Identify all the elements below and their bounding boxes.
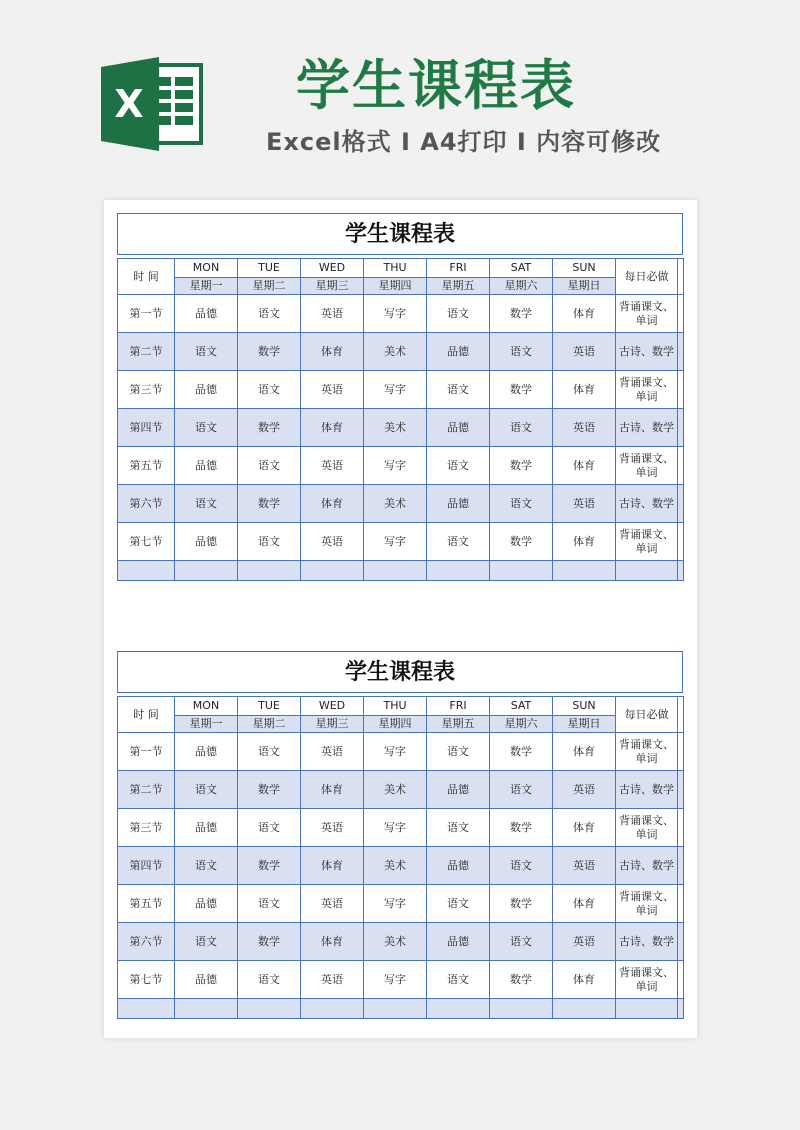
- class-cell[interactable]: 英语: [301, 885, 364, 923]
- class-cell[interactable]: 写字: [364, 371, 427, 409]
- empty-cell[interactable]: [616, 999, 678, 1019]
- class-cell[interactable]: 体育: [553, 809, 616, 847]
- class-cell[interactable]: 数学: [238, 847, 301, 885]
- class-cell[interactable]: 英语: [301, 295, 364, 333]
- class-cell[interactable]: 语文: [490, 485, 553, 523]
- header-day-cn[interactable]: 星期三: [301, 278, 364, 295]
- empty-cell[interactable]: [427, 561, 490, 581]
- empty-cell[interactable]: [175, 999, 238, 1019]
- table-row: [118, 847, 684, 885]
- banner-subtitle: Excel格式 I A4打印 I 内容可修改: [266, 128, 662, 156]
- table-row: [118, 771, 684, 809]
- class-cell[interactable]: 美术: [364, 923, 427, 961]
- class-cell[interactable]: 语文: [427, 371, 490, 409]
- class-cell[interactable]: 英语: [553, 409, 616, 447]
- header-day-en[interactable]: FRI: [427, 697, 490, 716]
- period-cell[interactable]: 第四节: [118, 847, 175, 885]
- class-cell[interactable]: 数学: [490, 523, 553, 561]
- class-cell[interactable]: 英语: [553, 333, 616, 371]
- class-cell[interactable]: 数学: [238, 409, 301, 447]
- class-cell[interactable]: 英语: [301, 733, 364, 771]
- class-cell[interactable]: 品德: [427, 847, 490, 885]
- class-cell[interactable]: 体育: [301, 771, 364, 809]
- class-cell[interactable]: 数学: [238, 333, 301, 371]
- class-cell[interactable]: 数学: [490, 447, 553, 485]
- class-cell[interactable]: 语文: [490, 847, 553, 885]
- header-day-cn[interactable]: 星期五: [427, 278, 490, 295]
- header-day-en[interactable]: SAT: [490, 697, 553, 716]
- class-cell[interactable]: 语文: [175, 409, 238, 447]
- class-cell[interactable]: 写字: [364, 733, 427, 771]
- header-day-cn[interactable]: 星期二: [238, 716, 301, 733]
- period-cell[interactable]: 第二节: [118, 771, 175, 809]
- header-day-cn[interactable]: 星期一: [175, 278, 238, 295]
- class-cell[interactable]: 英语: [301, 371, 364, 409]
- class-cell[interactable]: 写字: [364, 961, 427, 999]
- class-cell[interactable]: 语文: [490, 771, 553, 809]
- header-day-cn[interactable]: 星期四: [364, 278, 427, 295]
- empty-cell[interactable]: [364, 999, 427, 1019]
- table-row: [118, 809, 684, 847]
- empty-cell[interactable]: [678, 999, 684, 1019]
- schedule-table-1: [117, 213, 683, 581]
- daily-task-cell[interactable]: 背诵课文、单词: [616, 371, 678, 409]
- class-cell[interactable]: 品德: [175, 447, 238, 485]
- table-row: [118, 371, 684, 409]
- class-cell[interactable]: 体育: [553, 523, 616, 561]
- table-row: [118, 733, 684, 771]
- class-cell[interactable]: 体育: [553, 885, 616, 923]
- class-cell[interactable]: 语文: [427, 961, 490, 999]
- class-cell[interactable]: 语文: [238, 523, 301, 561]
- class-cell[interactable]: 语文: [238, 885, 301, 923]
- daily-task-cell[interactable]: 古诗、数学: [616, 409, 678, 447]
- daily-task-cell[interactable]: 古诗、数学: [616, 771, 678, 809]
- class-cell[interactable]: 语文: [238, 295, 301, 333]
- class-cell[interactable]: 体育: [301, 409, 364, 447]
- header-daily-cell[interactable]: 每日必做: [616, 697, 678, 733]
- class-cell[interactable]: 数学: [238, 771, 301, 809]
- daily-task-cell[interactable]: 背诵课文、单词: [616, 961, 678, 999]
- class-cell[interactable]: 语文: [175, 485, 238, 523]
- header-day-en[interactable]: THU: [364, 259, 427, 278]
- header-day-cn[interactable]: 星期一: [175, 716, 238, 733]
- header-day-en[interactable]: TUE: [238, 697, 301, 716]
- schedule-grid: [117, 258, 684, 581]
- empty-cell[interactable]: [553, 999, 616, 1019]
- header-day-en[interactable]: TUE: [238, 259, 301, 278]
- daily-task-cell[interactable]: 背诵课文、单词: [616, 809, 678, 847]
- header-day-en[interactable]: THU: [364, 697, 427, 716]
- class-cell[interactable]: 写字: [364, 885, 427, 923]
- class-cell[interactable]: 英语: [553, 485, 616, 523]
- schedule-title: 学生课程表: [117, 651, 683, 693]
- header-day-cn[interactable]: 星期二: [238, 278, 301, 295]
- header-day-en[interactable]: WED: [301, 697, 364, 716]
- period-cell[interactable]: 第二节: [118, 333, 175, 371]
- class-cell[interactable]: 数学: [490, 885, 553, 923]
- class-cell[interactable]: 英语: [301, 809, 364, 847]
- period-cell[interactable]: 第五节: [118, 447, 175, 485]
- class-cell[interactable]: 品德: [175, 733, 238, 771]
- class-cell[interactable]: 语文: [427, 733, 490, 771]
- empty-cell[interactable]: [553, 561, 616, 581]
- class-cell[interactable]: 写字: [364, 523, 427, 561]
- empty-cell[interactable]: [118, 561, 175, 581]
- class-cell[interactable]: 品德: [427, 409, 490, 447]
- class-cell[interactable]: 语文: [427, 809, 490, 847]
- excel-logo-icon: [101, 57, 203, 151]
- class-cell[interactable]: 语文: [238, 447, 301, 485]
- gap-cell: [678, 771, 684, 809]
- header-daily-cell[interactable]: 每日必做: [616, 259, 678, 295]
- header-day-en[interactable]: MON: [175, 259, 238, 278]
- period-cell[interactable]: 第一节: [118, 733, 175, 771]
- header-day-cn[interactable]: 星期五: [427, 716, 490, 733]
- period-cell[interactable]: 第六节: [118, 923, 175, 961]
- class-cell[interactable]: 数学: [490, 733, 553, 771]
- daily-task-cell[interactable]: 古诗、数学: [616, 485, 678, 523]
- class-cell[interactable]: 数学: [490, 295, 553, 333]
- daily-task-cell[interactable]: 古诗、数学: [616, 333, 678, 371]
- class-cell[interactable]: 语文: [175, 923, 238, 961]
- empty-cell[interactable]: [364, 561, 427, 581]
- empty-cell[interactable]: [238, 561, 301, 581]
- class-cell[interactable]: 品德: [175, 295, 238, 333]
- gap-cell: [678, 847, 684, 885]
- class-cell[interactable]: 语文: [238, 371, 301, 409]
- gap-cell: [678, 885, 684, 923]
- gap-cell: [678, 295, 684, 333]
- class-cell[interactable]: 语文: [427, 447, 490, 485]
- empty-cell[interactable]: [490, 999, 553, 1019]
- empty-cell[interactable]: [118, 999, 175, 1019]
- class-cell[interactable]: 数学: [490, 961, 553, 999]
- gap-cell: [678, 961, 684, 999]
- class-cell[interactable]: 英语: [553, 771, 616, 809]
- table-row: [118, 923, 684, 961]
- class-cell[interactable]: 品德: [427, 771, 490, 809]
- header-time-cell[interactable]: 时 间: [118, 697, 175, 733]
- class-cell[interactable]: 品德: [175, 809, 238, 847]
- gap-cell: [678, 409, 684, 447]
- class-cell[interactable]: 语文: [175, 847, 238, 885]
- empty-cell[interactable]: [238, 999, 301, 1019]
- class-cell[interactable]: 体育: [301, 333, 364, 371]
- banner-title: 学生课程表: [296, 54, 576, 117]
- header-day-en[interactable]: MON: [175, 697, 238, 716]
- gap-cell: [678, 809, 684, 847]
- class-cell[interactable]: 美术: [364, 771, 427, 809]
- class-cell[interactable]: 英语: [553, 923, 616, 961]
- class-cell[interactable]: 语文: [238, 809, 301, 847]
- class-cell[interactable]: 语文: [490, 333, 553, 371]
- empty-cell[interactable]: [678, 561, 684, 581]
- gap-cell: [678, 923, 684, 961]
- class-cell[interactable]: 品德: [427, 333, 490, 371]
- period-cell[interactable]: 第五节: [118, 885, 175, 923]
- table-row: [118, 447, 684, 485]
- gap-cell: [678, 371, 684, 409]
- empty-cell[interactable]: [301, 999, 364, 1019]
- empty-cell[interactable]: [175, 561, 238, 581]
- empty-cell[interactable]: [616, 561, 678, 581]
- header-day-en[interactable]: FRI: [427, 259, 490, 278]
- class-cell[interactable]: 数学: [238, 485, 301, 523]
- empty-cell[interactable]: [427, 999, 490, 1019]
- class-cell[interactable]: 数学: [490, 371, 553, 409]
- gap-cell: [678, 523, 684, 561]
- empty-cell[interactable]: [301, 561, 364, 581]
- class-cell[interactable]: 语文: [238, 961, 301, 999]
- daily-task-cell[interactable]: 古诗、数学: [616, 923, 678, 961]
- logo-letter: X: [114, 82, 144, 126]
- table-row: [118, 961, 684, 999]
- gap-cell: [678, 447, 684, 485]
- header-day-en[interactable]: WED: [301, 259, 364, 278]
- period-cell[interactable]: 第三节: [118, 371, 175, 409]
- header-day-cn[interactable]: 星期三: [301, 716, 364, 733]
- period-cell[interactable]: 第六节: [118, 485, 175, 523]
- class-cell[interactable]: 语文: [427, 885, 490, 923]
- class-cell[interactable]: 语文: [427, 295, 490, 333]
- class-cell[interactable]: 美术: [364, 847, 427, 885]
- gap-cell: [678, 333, 684, 371]
- class-cell[interactable]: 英语: [301, 447, 364, 485]
- header-day-cn[interactable]: 星期六: [490, 278, 553, 295]
- daily-task-cell[interactable]: 背诵课文、单词: [616, 447, 678, 485]
- header-day-cn[interactable]: 星期日: [553, 716, 616, 733]
- class-cell[interactable]: 语文: [175, 333, 238, 371]
- period-cell[interactable]: 第四节: [118, 409, 175, 447]
- class-cell[interactable]: 语文: [238, 733, 301, 771]
- header-day-en[interactable]: SAT: [490, 259, 553, 278]
- gap-cell: [678, 697, 684, 733]
- schedule-grid: [117, 696, 684, 1019]
- schedule-table-2: [117, 651, 683, 1019]
- header-day-en[interactable]: SUN: [553, 697, 616, 716]
- class-cell[interactable]: 英语: [301, 523, 364, 561]
- header-day-cn[interactable]: 星期六: [490, 716, 553, 733]
- class-cell[interactable]: 体育: [553, 733, 616, 771]
- gap-cell: [678, 259, 684, 295]
- class-cell[interactable]: 英语: [301, 961, 364, 999]
- period-cell[interactable]: 第七节: [118, 961, 175, 999]
- table-row: [118, 333, 684, 371]
- period-cell[interactable]: 第七节: [118, 523, 175, 561]
- header-day-cn[interactable]: 星期日: [553, 278, 616, 295]
- class-cell[interactable]: 语文: [427, 523, 490, 561]
- class-cell[interactable]: 体育: [301, 847, 364, 885]
- table-row: [118, 523, 684, 561]
- daily-task-cell[interactable]: 背诵课文、单词: [616, 523, 678, 561]
- class-cell[interactable]: 体育: [553, 371, 616, 409]
- class-cell[interactable]: 写字: [364, 447, 427, 485]
- empty-cell[interactable]: [490, 561, 553, 581]
- class-cell[interactable]: 体育: [301, 923, 364, 961]
- class-cell[interactable]: 品德: [175, 523, 238, 561]
- period-cell[interactable]: 第三节: [118, 809, 175, 847]
- table-row: [118, 295, 684, 333]
- header-day-cn[interactable]: 星期四: [364, 716, 427, 733]
- header-time-cell[interactable]: 时 间: [118, 259, 175, 295]
- table-row: [118, 485, 684, 523]
- class-cell[interactable]: 美术: [364, 333, 427, 371]
- class-cell[interactable]: 数学: [490, 809, 553, 847]
- class-cell[interactable]: 语文: [490, 923, 553, 961]
- daily-task-cell[interactable]: 背诵课文、单词: [616, 295, 678, 333]
- class-cell[interactable]: 数学: [238, 923, 301, 961]
- class-cell[interactable]: 体育: [553, 447, 616, 485]
- daily-task-cell[interactable]: 古诗、数学: [616, 847, 678, 885]
- class-cell[interactable]: 写字: [364, 295, 427, 333]
- class-cell[interactable]: 美术: [364, 485, 427, 523]
- gap-cell: [678, 733, 684, 771]
- daily-task-cell[interactable]: 背诵课文、单词: [616, 733, 678, 771]
- period-cell[interactable]: 第一节: [118, 295, 175, 333]
- schedule-title: 学生课程表: [117, 213, 683, 255]
- class-cell[interactable]: 品德: [427, 923, 490, 961]
- class-cell[interactable]: 英语: [553, 847, 616, 885]
- daily-task-cell[interactable]: 背诵课文、单词: [616, 885, 678, 923]
- class-cell[interactable]: 品德: [175, 961, 238, 999]
- class-cell[interactable]: 体育: [553, 961, 616, 999]
- header-day-en[interactable]: SUN: [553, 259, 616, 278]
- class-cell[interactable]: 写字: [364, 809, 427, 847]
- class-cell[interactable]: 体育: [553, 295, 616, 333]
- table-row: [118, 409, 684, 447]
- table-row: [118, 885, 684, 923]
- class-cell[interactable]: 品德: [175, 371, 238, 409]
- class-cell[interactable]: 语文: [490, 409, 553, 447]
- class-cell[interactable]: 美术: [364, 409, 427, 447]
- class-cell[interactable]: 体育: [301, 485, 364, 523]
- class-cell[interactable]: 品德: [175, 885, 238, 923]
- gap-cell: [678, 485, 684, 523]
- class-cell[interactable]: 语文: [175, 771, 238, 809]
- class-cell[interactable]: 品德: [427, 485, 490, 523]
